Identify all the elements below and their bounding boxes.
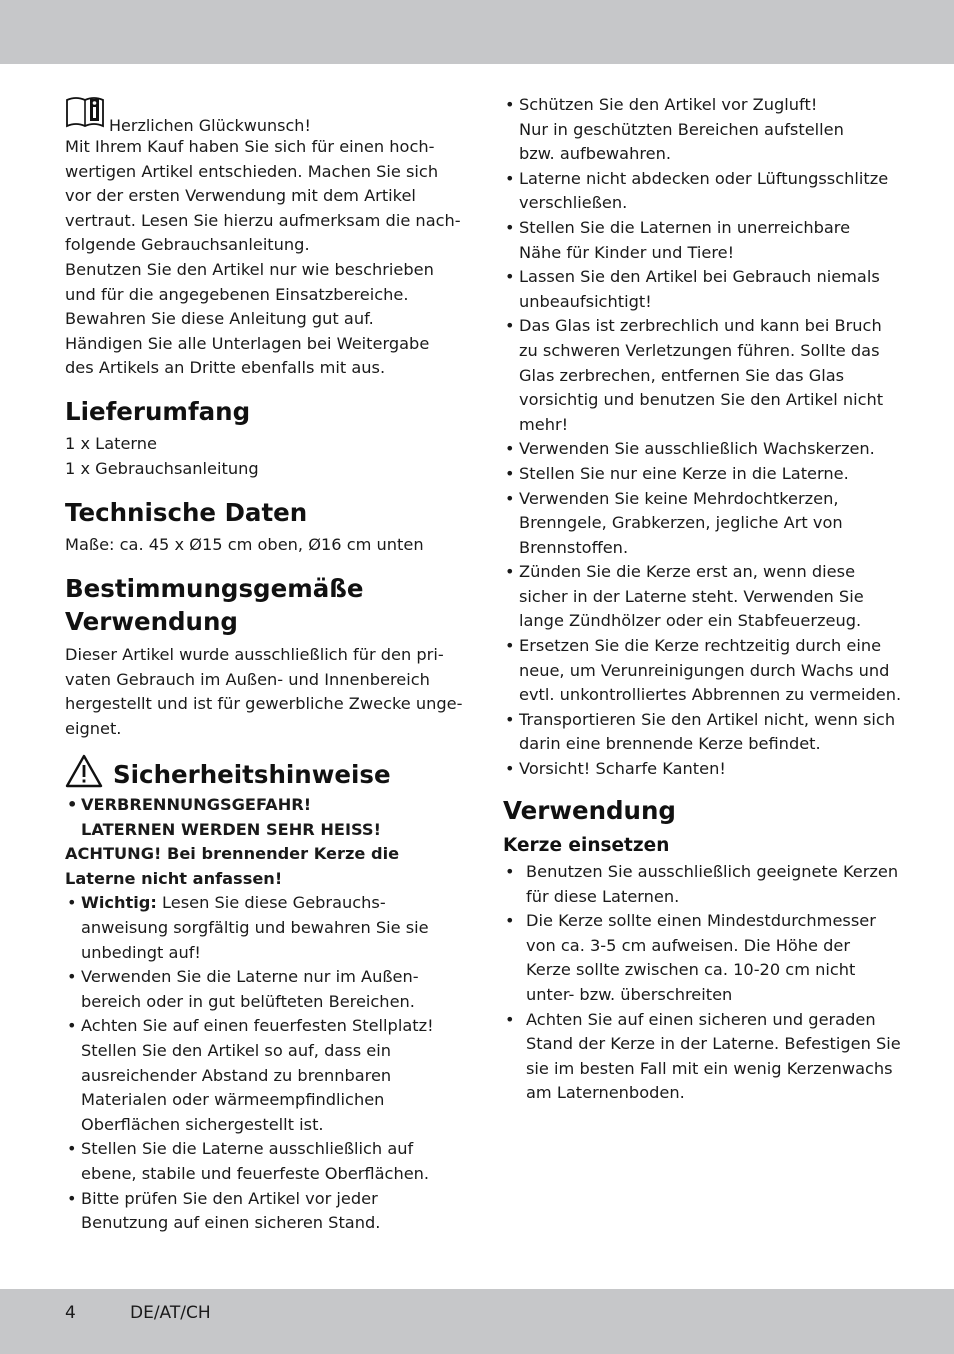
attention-line: Laterne nicht anfassen! — [65, 868, 283, 888]
section-title: Sicherheitshinweise — [113, 760, 391, 790]
intro-line: Mit Ihrem Kauf haben Sie sich für einen hoch- — [65, 137, 435, 156]
bullet-line: am Laternenboden. — [526, 1083, 685, 1103]
bullet-line: anweisung sorgfältig und bewahren Sie sie — [81, 917, 429, 937]
bullet-line: sicher in der Laterne steht. Verwenden Sie — [519, 586, 864, 606]
bullet-line: Nähe für Kinder und Tiere! — [519, 242, 735, 262]
bullet-marker: • — [505, 709, 515, 729]
bullet-line: Stellen Sie den Artikel so auf, dass ein — [81, 1040, 392, 1060]
intro-line: wertigen Artikel entschieden. Machen Sie sich — [65, 161, 439, 181]
intro-line: vor der ersten Verwendung mit dem Artikel — [65, 186, 416, 206]
bullet-line: Stellen Sie die Laternen in unerreichbare — [519, 217, 851, 237]
header-band — [0, 0, 954, 64]
subsection-kerze-einsetzen — [503, 834, 669, 858]
section-verwendung — [503, 794, 676, 827]
section-bestimmung — [65, 572, 364, 638]
bullet-line: ebene, stabile und feuerfeste Oberflächen. — [81, 1163, 430, 1183]
bullet-line: Nur in geschützten Bereichen aufstellen — [519, 119, 844, 139]
bullet-marker: • — [505, 217, 515, 237]
safety-item — [503, 216, 901, 265]
safety-item — [503, 634, 901, 708]
usage-item — [503, 1008, 901, 1106]
safety-item — [65, 1137, 434, 1186]
bestimmung-text — [65, 643, 462, 741]
bullet-line: unbedingt auf! — [81, 942, 201, 962]
bullet-line: zu schweren Verletzungen führen. Sollte das — [519, 340, 880, 360]
bullet-marker: • — [67, 1139, 77, 1159]
bullet-line: Ersetzen Sie die Kerze rechtzeitig durch eine — [519, 636, 882, 656]
bullet-line: Stellen Sie nur eine Kerze in die Laterne. — [519, 463, 849, 483]
intended-use-line: eignet. — [65, 718, 122, 738]
bullet-marker: • — [505, 95, 515, 114]
bullet-line: Zünden Sie die Kerze erst an, wenn diese — [519, 562, 856, 582]
safety-item — [503, 708, 901, 757]
section-lieferumfang — [65, 395, 250, 428]
bullet-line: Lassen Sie den Artikel bei Gebrauch niemals — [519, 267, 880, 287]
delivery-item: 1 x Laterne — [65, 434, 158, 453]
bullet-line: Verwenden Sie keine Mehrdochtkerzen, — [519, 488, 839, 508]
section-title: Verwendung — [503, 796, 676, 825]
safety-item — [503, 757, 901, 782]
bullet-line: Benutzen Sie ausschließlich geeignete Kerzen — [526, 862, 899, 881]
warning-line: LATERNEN WERDEN SEHR HEISS! — [81, 819, 381, 839]
burn-warning — [65, 793, 434, 842]
important-label: Wichtig: — [81, 893, 157, 913]
bullet-marker: • — [505, 636, 515, 656]
bullet-line: Benutzung auf einen sicheren Stand. — [81, 1213, 381, 1233]
bullet-line: Stand der Kerze in der Laterne. Befestigen Sie — [526, 1034, 901, 1054]
bullet-marker: • — [505, 1009, 515, 1029]
bullet-line: Glas zerbrechen, entfernen Sie das Glas — [519, 365, 845, 385]
bullet-line: ausreichender Abstand zu brennbaren — [81, 1065, 392, 1085]
info-book-icon — [65, 96, 105, 136]
bullet-line: Laterne nicht abdecken oder Lüftungsschlitze — [519, 168, 889, 188]
important-first-line — [81, 891, 434, 916]
intro-text — [65, 135, 461, 381]
bullet-line: unbeaufsichtigt! — [519, 291, 652, 311]
safety-item — [503, 167, 901, 216]
bullet-marker: • — [505, 862, 515, 881]
bullet-line: Verwenden Sie die Laterne nur im Außen- — [81, 967, 419, 987]
bullet-line: Brennstoffen. — [519, 537, 629, 557]
bullet-line: neue, um Verunreinigungen durch Wachs und — [519, 660, 890, 680]
intro-line: des Artikels an Dritte ebenfalls mit aus. — [65, 358, 386, 378]
safety-item — [503, 487, 901, 561]
intro-line: Bewahren Sie diese Anleitung gut auf. — [65, 309, 374, 329]
intro-line: folgende Gebrauchsanleitung. — [65, 235, 310, 255]
usage-item — [503, 909, 901, 1007]
language-codes: DE/AT/CH — [130, 1303, 211, 1323]
lieferumfang-list — [65, 432, 259, 481]
bullet-marker: • — [67, 1188, 77, 1208]
bullet-line: Vorsicht! Scharfe Kanten! — [519, 759, 726, 779]
bullet-marker: • — [505, 463, 515, 483]
bullet-line: Oberflächen sichergestellt ist. — [81, 1114, 324, 1134]
bullet-line: von ca. 3-5 cm aufweisen. Die Höhe der — [526, 935, 851, 955]
bullet-line: Kerze sollte zwischen ca. 10-20 cm nicht — [526, 960, 856, 980]
bullet-line: mehr! — [519, 414, 569, 434]
delivery-item: 1 x Gebrauchsanleitung — [65, 458, 259, 478]
intro-line: und für die angegebenen Einsatzbereiche. — [65, 284, 409, 304]
important-note — [65, 891, 434, 965]
bullet-marker: • — [67, 967, 77, 987]
safety-item — [503, 462, 901, 487]
subsection-title: Kerze einsetzen — [503, 835, 670, 856]
usage-item — [503, 860, 901, 909]
intro-greeting-row — [65, 96, 311, 136]
intro-line: Benutzen Sie den Artikel nur wie beschrieben — [65, 259, 434, 279]
section-title: Technische Daten — [65, 498, 308, 527]
verwendung-list — [503, 860, 901, 1106]
dimensions-text: Maße: ca. 45 x Ø15 cm oben, Ø16 cm unten — [65, 535, 424, 554]
bullet-marker: • — [505, 488, 515, 508]
intro-line: vertraut. Lesen Sie hierzu aufmerksam die nach- — [65, 210, 461, 230]
bullet-line: bzw. aufbewahren. — [519, 144, 672, 164]
bullet-line: sie im besten Fall mit ein wenig Kerzenwachs — [526, 1058, 893, 1078]
bullet-line: Schützen Sie den Artikel vor Zugluft! — [519, 95, 818, 114]
bullet-marker: • — [67, 893, 77, 913]
attention-line: ACHTUNG! Bei brennender Kerze die — [65, 844, 400, 864]
technische-daten-text — [65, 533, 424, 558]
bullet-line: für diese Laternen. — [526, 886, 680, 906]
safety-item — [503, 560, 901, 634]
safety-right-list — [503, 93, 901, 782]
bullet-marker: • — [67, 1016, 77, 1036]
intro-line: Händigen Sie alle Unterlagen bei Weitergabe — [65, 333, 430, 353]
bullet-marker: • — [505, 168, 515, 188]
safety-left-list — [65, 793, 434, 1236]
bullet-line: darin eine brennende Kerze befindet. — [519, 734, 821, 754]
section-title-line1: Bestimmungsgemäße — [65, 574, 364, 603]
bullet-line: unter- bzw. überschreiten — [526, 984, 733, 1004]
intended-use-line: vaten Gebrauch im Außen- und Innenbereich — [65, 669, 430, 689]
safety-item — [503, 437, 901, 462]
bullet-line: evtl. unkontrolliertes Abbrennen zu vermeiden. — [519, 685, 902, 705]
intended-use-line: Dieser Artikel wurde ausschließlich für den pri- — [65, 645, 444, 664]
bullet-line: Das Glas ist zerbrechlich und kann bei Bruch — [519, 316, 882, 336]
bullet-marker: • — [67, 795, 78, 814]
bullet-line: Die Kerze sollte einen Mindestdurchmesser — [526, 911, 876, 931]
bullet-line: Stellen Sie die Laterne ausschließlich auf — [81, 1139, 414, 1159]
safety-item — [65, 1187, 434, 1236]
section-technische-daten — [65, 496, 307, 529]
safety-item — [65, 1014, 434, 1137]
section-title: Lieferumfang — [65, 397, 251, 426]
bullet-line: Bitte prüfen Sie den Artikel vor jeder — [81, 1188, 378, 1208]
bullet-marker: • — [505, 439, 515, 459]
bullet-marker: • — [505, 562, 515, 582]
page-number: 4 — [65, 1303, 76, 1323]
bullet-line: verschließen. — [519, 193, 628, 213]
bullet-line: Achten Sie auf einen sicheren und geraden — [526, 1009, 876, 1029]
warning-line: VERBRENNUNGSGEFAHR! — [81, 795, 312, 814]
bullet-marker: • — [505, 267, 515, 287]
bullet-line: Verwenden Sie ausschließlich Wachskerzen. — [519, 439, 875, 459]
bullet-line: Achten Sie auf einen feuerfesten Stellplatz! — [81, 1016, 434, 1036]
bullet-marker: • — [505, 759, 515, 779]
bullet-line: vorsichtig und benutzen Sie den Artikel nicht — [519, 390, 884, 410]
warning-triangle-icon — [65, 754, 103, 796]
bullet-line: Materialen oder wärmeempfindlichen — [81, 1090, 385, 1110]
bullet-line: Brenngele, Grabkerzen, jegliche Art von — [519, 513, 843, 533]
section-title-line2: Verwendung — [65, 607, 238, 636]
bullet-line: bereich oder in gut belüfteten Bereichen. — [81, 991, 415, 1011]
intended-use-line: hergestellt und ist für gewerbliche Zwecke unge- — [65, 694, 463, 714]
important-text: Lesen Sie diese Gebrauchs- — [156, 893, 386, 913]
safety-item — [503, 314, 901, 437]
bullet-marker: • — [505, 911, 515, 931]
intro-greeting: Herzlichen Glückwunsch! — [109, 116, 311, 135]
bullet-line: Transportieren Sie den Artikel nicht, wenn sich — [519, 709, 896, 729]
bullet-marker: • — [505, 316, 515, 336]
safety-item — [503, 93, 901, 167]
safety-item — [503, 265, 901, 314]
section-sicherheit — [65, 754, 391, 796]
safety-item — [65, 965, 434, 1014]
bullet-line: lange Zündhölzer oder ein Stabfeuerzeug. — [519, 611, 862, 631]
